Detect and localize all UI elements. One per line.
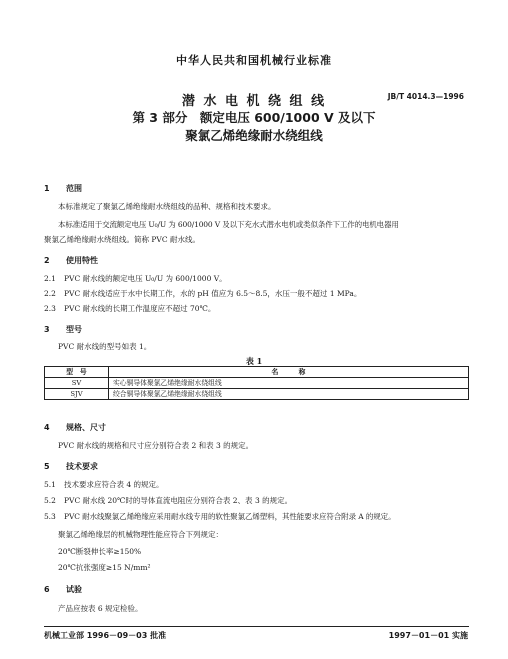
section-title: 型号 bbox=[66, 325, 82, 334]
section-1-heading bbox=[44, 183, 82, 194]
section-number: 6 bbox=[44, 585, 50, 594]
section-number: 2 bbox=[44, 256, 50, 265]
table-cell-name: 绞合铜导体聚氯乙烯绝缘耐水绕组线 bbox=[109, 389, 469, 400]
tensile-strength-requirement: 20℃抗张强度≥15 N/mm² bbox=[58, 563, 151, 572]
section-title: 试验 bbox=[66, 585, 82, 594]
section-5-heading bbox=[44, 461, 98, 472]
section-4-heading bbox=[44, 422, 106, 433]
section-4-paragraph: PVC 耐水线的规格和尺寸应分别符合表 2 和表 3 的规定。 bbox=[58, 441, 254, 450]
section-title: 规格、尺寸 bbox=[66, 423, 106, 432]
clause-2-2 bbox=[44, 288, 361, 299]
elongation-requirement: 20℃断裂伸长率≥150% bbox=[58, 547, 142, 556]
table-row bbox=[45, 389, 469, 400]
section-title: 使用特性 bbox=[66, 256, 98, 265]
section-1-paragraph-2b: 聚氯乙烯绝缘耐水绕组线。简称 PVC 耐水线。 bbox=[44, 235, 200, 244]
section-6-heading bbox=[44, 584, 82, 595]
table-cell-model: SJV bbox=[45, 389, 109, 400]
section-number: 5 bbox=[44, 462, 50, 471]
clause-text: PVC 耐水线聚氯乙烯绝缘应采用耐水线专用的软性聚氯乙烯塑料，其性能要求应符合附录 A 的规定。 bbox=[64, 512, 396, 521]
section-2-heading bbox=[44, 255, 98, 266]
clause-number: 2.3 bbox=[44, 304, 56, 313]
section-3-paragraph: PVC 耐水线的型号如表 1。 bbox=[58, 342, 152, 351]
approval-date: 机械工业部 1996－09－03 批准 bbox=[44, 631, 167, 640]
clause-2-3 bbox=[44, 303, 215, 314]
section-1-paragraph-2a: 本标准适用于交流额定电压 U₀/U 为 600/1000 V 及以下充水式潜水电机或类似条件下工作的电机电器用 bbox=[58, 220, 399, 229]
clause-number: 5.2 bbox=[44, 496, 56, 505]
clause-2-1 bbox=[44, 273, 227, 284]
section-title: 范围 bbox=[66, 184, 82, 193]
clause-text: PVC 耐水线的额定电压 U₀/U 为 600/1000 V。 bbox=[64, 274, 227, 283]
table-cell-name: 实心铜导体聚氯乙烯绝缘耐水绕组线 bbox=[109, 378, 469, 389]
clause-text: PVC 耐水线 20℃时的导体直流电阻应分别符合表 2、表 3 的规定。 bbox=[64, 496, 293, 505]
clause-number: 5.1 bbox=[44, 480, 56, 489]
clause-text: PVC 耐水线适应于水中长期工作，水的 pH 值应为 6.5～8.5，水压一般不超过 1 MPa。 bbox=[64, 289, 362, 298]
section-1-paragraph-1: 本标准规定了聚氯乙烯绝缘耐水绕组线的品种、规格和技术要求。 bbox=[58, 202, 276, 211]
section-number: 3 bbox=[44, 325, 50, 334]
clause-5-3 bbox=[44, 511, 395, 522]
clause-5-1 bbox=[44, 479, 164, 490]
table-header-name: 名 称 bbox=[109, 367, 469, 378]
section-6-paragraph: 产品应按表 6 规定检验。 bbox=[58, 604, 143, 613]
table-header-row bbox=[45, 367, 469, 378]
table-header-model: 型 号 bbox=[45, 367, 109, 378]
implementation-date: 1997－01－01 实施 bbox=[388, 631, 468, 640]
clause-text: 技术要求应符合表 4 的规定。 bbox=[64, 480, 164, 489]
section-3-heading bbox=[44, 324, 82, 335]
table-1 bbox=[44, 366, 469, 400]
section-number: 1 bbox=[44, 184, 50, 193]
document-title-line3: 聚氯乙烯绝缘耐水绕组线 bbox=[185, 128, 323, 143]
table-row bbox=[45, 378, 469, 389]
clause-number: 5.3 bbox=[44, 512, 56, 521]
document-title-line1: 潜 水 电 机 绕 组 线 bbox=[181, 94, 327, 109]
section-title: 技术要求 bbox=[66, 462, 98, 471]
standard-category-header: 中华人民共和国机械行业标准 bbox=[176, 54, 332, 67]
clause-number: 2.1 bbox=[44, 274, 56, 283]
section-5-note: 聚氯乙烯绝缘层的机械物理性能应符合下列规定： bbox=[58, 530, 223, 539]
clause-5-2 bbox=[44, 495, 292, 506]
table-cell-model: SV bbox=[45, 378, 109, 389]
document-title-line2: 第 3 部分 额定电压 600/1000 V 及以下 bbox=[132, 110, 376, 125]
clause-number: 2.2 bbox=[44, 289, 56, 298]
standard-number: JB/T 4014.3—1996 bbox=[387, 92, 464, 101]
clause-text: PVC 耐水线的长期工作温度应不超过 70℃。 bbox=[64, 304, 216, 313]
footer-divider bbox=[44, 626, 469, 627]
table-1-title: 表 1 bbox=[245, 356, 263, 366]
section-number: 4 bbox=[44, 423, 50, 432]
